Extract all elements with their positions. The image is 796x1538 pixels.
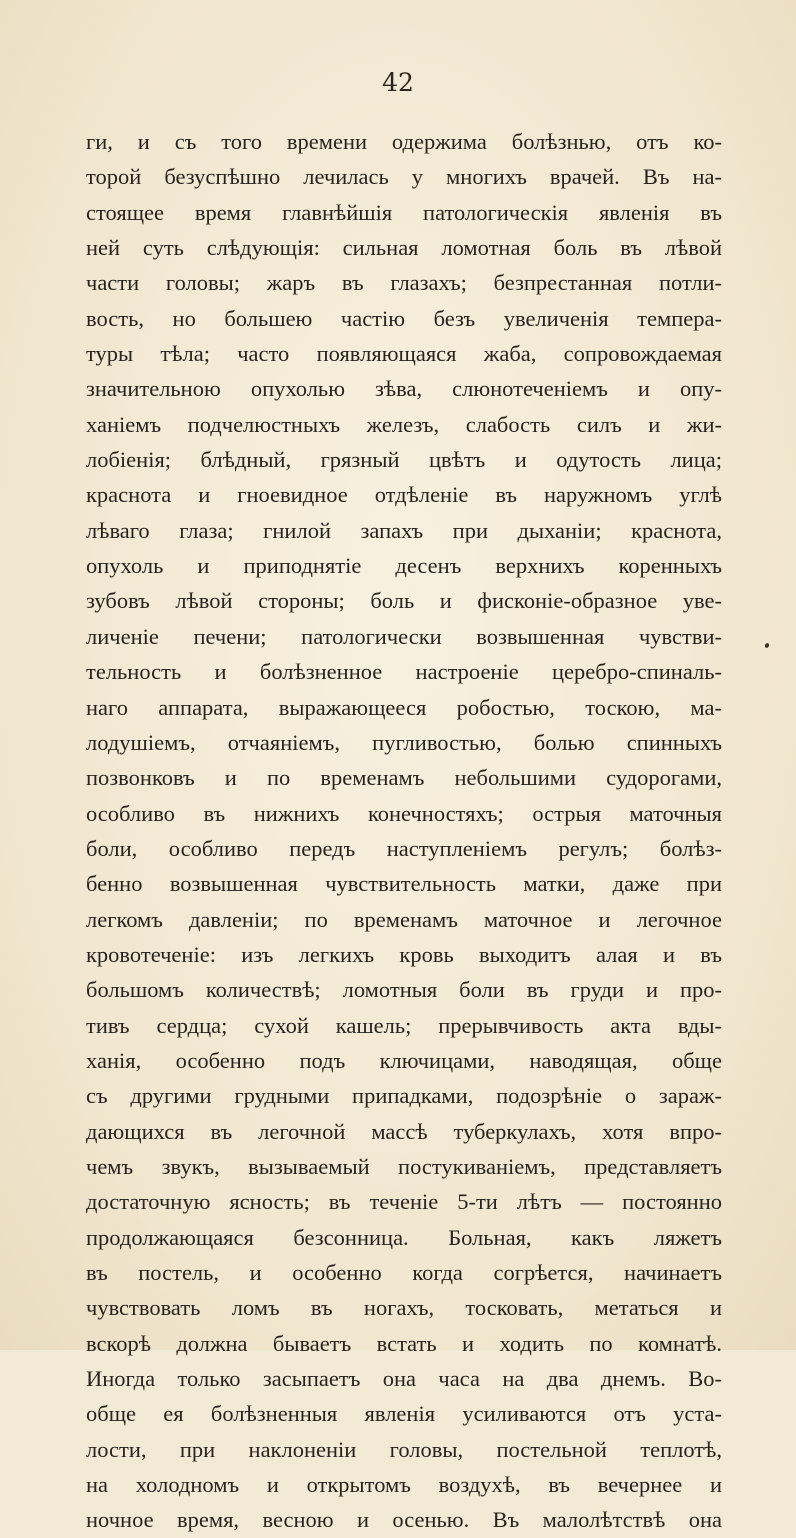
text-line: ночное время, весною и осенью. Въ малолѣтствѣ она xyxy=(86,1507,722,1533)
text-line: тивъ сердца; сухой кашель; прерывчивость акта вды- xyxy=(86,1012,722,1038)
text-line: позвонковъ и по временамъ небольшими судорогами, xyxy=(86,765,722,791)
text-line: лости, при наклоненіи головы, постельной теплотѣ, xyxy=(86,1436,722,1462)
text-line: стоящее время главнѣйшія патологическія явленія въ xyxy=(86,199,722,225)
text-line: торой безуспѣшно лечилась у многихъ врачей. Въ на- xyxy=(86,164,722,190)
text-line: ги, и съ того времени одержима болѣзнью, отъ ко- xyxy=(86,129,722,154)
text-line: на холодномъ и открытомъ воздухѣ, въ вечернее и xyxy=(86,1472,722,1498)
text-line: лѣваго глаза; гнилой запахъ при дыханіи; краснота, xyxy=(86,517,722,543)
text-line: бенно возвышенная чувствительность матки, даже при xyxy=(86,871,722,897)
text-line: ней суть слѣдующія: сильная ломотная боль въ лѣвой xyxy=(86,235,722,261)
text-line: зубовъ лѣвой стороны; боль и фисконіе-образное уве- xyxy=(86,588,722,614)
text-line: въ постель, и особенно когда согрѣется, начинаетъ xyxy=(86,1260,722,1285)
text-line: дающихся въ легочной массѣ туберкулахъ, хотя впро- xyxy=(86,1118,722,1144)
text-line: чемъ звукъ, вызываемый постукиваніемъ, представляетъ xyxy=(86,1153,722,1179)
text-line: вскорѣ должна бываетъ встать и ходить по комнатѣ. xyxy=(86,1330,722,1356)
text-line: части головы; жаръ въ глазахъ; безпрестанная потли- xyxy=(86,270,722,296)
text-line: продолжающаяся безсонница. Больная, какъ ляжетъ xyxy=(86,1224,722,1250)
ink-speck xyxy=(764,642,770,648)
text-line: наго аппарата, выражающееся робостью, тоскою, ма- xyxy=(86,694,722,720)
text-line: съ другими грудными припадками, подозрѣніе о зараж- xyxy=(86,1083,722,1109)
text-line: тельность и болѣзненное настроеніе церебро-спиналь- xyxy=(86,659,722,685)
text-line: кровотеченіе: изъ легкихъ кровь выходитъ алая и въ xyxy=(86,941,722,967)
text-line: ханіемъ подчелюстныхъ железъ, слабость силъ и жи- xyxy=(86,411,722,437)
text-line: большомъ количествѣ; ломотныя боли въ груди и про- xyxy=(86,977,722,1003)
text-line: вость, но большею частію безъ увеличенія темпера- xyxy=(86,305,722,331)
text-line: лобіенія; блѣдный, грязный цвѣтъ и одутость лица; xyxy=(86,447,722,473)
text-line: чувствовать ломъ въ ногахъ, тосковать, метаться и xyxy=(86,1295,722,1321)
text-line: краснота и гноевидное отдѣленіе въ наружномъ углѣ xyxy=(86,482,722,508)
text-line: опухоль и приподнятіе десенъ верхнихъ коренныхъ xyxy=(86,553,722,579)
text-line: Иногда только засыпаетъ она часа на два днемъ. Во- xyxy=(86,1366,722,1392)
text-line: значительною опухолью зѣва, слюнотеченіемъ и опу- xyxy=(86,376,722,402)
body-text xyxy=(86,124,722,1538)
page-number: 42 xyxy=(382,68,414,97)
text-line: обще ея болѣзненныя явленія усиливаются отъ уста- xyxy=(86,1401,722,1427)
text-line: туры тѣла; часто появляющаяся жаба, сопровождаемая xyxy=(86,341,722,367)
text-line: ханія, особенно подъ ключицами, наводящая, обще xyxy=(86,1047,722,1073)
text-line: лодушіемъ, отчаяніемъ, пугливостью, болью спинныхъ xyxy=(86,729,722,755)
text-line: особливо въ нижнихъ конечностяхъ; острыя маточныя xyxy=(86,800,722,826)
text-line: боли, особливо передъ наступленіемъ регулъ; болѣз- xyxy=(86,835,722,861)
text-line: легкомъ давленіи; по временамъ маточное и легочное xyxy=(86,906,722,932)
text-line: достаточную ясность; въ теченіе 5-ти лѣтъ — постоянно xyxy=(86,1189,722,1215)
text-line: личеніе печени; патологически возвышенная чувстви- xyxy=(86,623,722,649)
